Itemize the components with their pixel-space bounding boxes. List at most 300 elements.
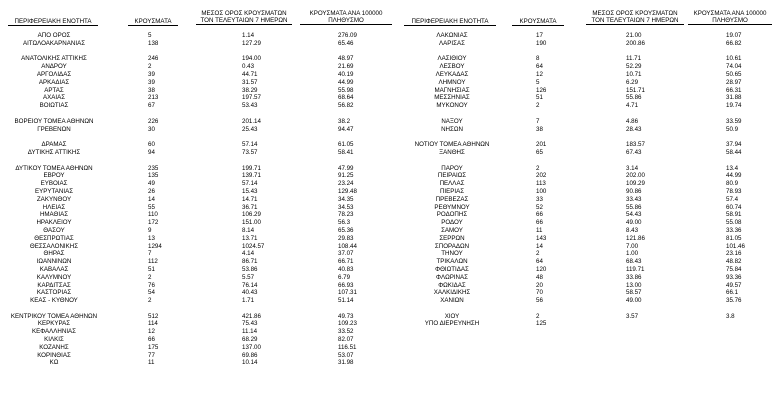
cases-cell: 60: [148, 141, 155, 149]
cases-cell: 39: [148, 78, 155, 86]
table-row: [398, 172, 775, 180]
cases-cell: 66: [536, 219, 543, 227]
cases-cell: 66: [536, 211, 543, 219]
avg-cell: 69.86: [242, 351, 258, 359]
cases-cell: 17: [536, 32, 543, 39]
region-cell: ΓΡΕΒΕΝΩΝ: [37, 125, 71, 133]
cases-cell: 175: [148, 343, 159, 351]
table-row: [0, 63, 400, 71]
region-cell: ΖΑΚΥΝΘΟΥ: [36, 195, 72, 203]
region-cell: ΠΕΙΡΑΙΩΣ: [437, 172, 467, 180]
avg-cell: 76.14: [242, 281, 258, 289]
cases-cell: 135: [148, 172, 159, 180]
per-cell: 55.98: [338, 86, 354, 94]
avg-cell: 33.86: [626, 273, 642, 281]
per-cell: 66.93: [338, 281, 354, 289]
per-cell: 49.57: [726, 281, 742, 289]
region-cell: ΦΩΚΙΔΑΣ: [438, 281, 466, 289]
avg-cell: 202.00: [626, 172, 645, 180]
per-cell: 65.46: [338, 39, 354, 47]
table-row: [398, 243, 775, 251]
cases-cell: 120: [536, 265, 547, 273]
avg-cell: 197.57: [242, 94, 261, 102]
table-row: [398, 297, 775, 305]
avg-cell: 52.29: [626, 63, 642, 71]
region-cell: ΣΑΜΟΥ: [441, 226, 463, 234]
header-region-left: ΠΕΡΙΦΕΡΕΙΑΚΗ ΕΝΟΤΗΤΑ: [8, 18, 98, 26]
avg-cell: 44.71: [242, 70, 258, 78]
table-row: [0, 266, 400, 274]
per-cell: 108.44: [338, 242, 357, 250]
per-cell: 19.07: [726, 32, 742, 39]
per-cell: 19.74: [726, 102, 742, 110]
region-cell: ΗΜΑΘΙΑΣ: [39, 211, 69, 219]
cases-cell: 2: [536, 164, 540, 172]
cases-cell: 190: [536, 39, 547, 47]
per-cell: 66.31: [726, 86, 742, 94]
per-cell: 40.19: [338, 70, 354, 78]
table-row: [0, 110, 400, 118]
region-cell: ΣΕΡΡΩΝ: [439, 234, 465, 242]
region-cell: ΑΙΤΩΛΟΑΚΑΡΝΑΝΙΑΣ: [22, 39, 86, 47]
region-cell: ΗΛΕΙΑΣ: [42, 203, 66, 211]
cases-cell: 143: [536, 234, 547, 242]
header-avg-line1: ΜΕΣΟΣ ΟΡΟΣ ΚΡΟΥΣΜΑΤΩΝ: [592, 10, 678, 17]
cases-cell: 30: [148, 125, 155, 133]
per-cell: 56.3: [338, 219, 351, 227]
table-row: [0, 133, 400, 141]
per-cell: 78.93: [726, 187, 742, 195]
region-cell: ΧΙΟΥ: [444, 312, 460, 320]
region-cell: ΤΗΝΟΥ: [441, 250, 463, 258]
region-cell: ΑΡΓΟΛΙΔΑΣ: [36, 70, 72, 78]
table-row: [0, 320, 400, 328]
cases-cell: 65: [536, 148, 543, 156]
avg-cell: 15.43: [242, 187, 258, 195]
region-cell: ΦΘΙΩΤΙΔΑΣ: [435, 265, 469, 273]
cases-cell: 2: [148, 297, 152, 305]
per-cell: 44.99: [338, 78, 354, 86]
region-cell: ΛΕΥΚΑΔΑΣ: [435, 70, 469, 78]
cases-cell: 113: [536, 180, 546, 188]
table-row: [398, 71, 775, 79]
header-per-right: [688, 10, 772, 25]
per-cell: 47.99: [338, 164, 354, 172]
per-cell: 35.76: [726, 297, 742, 305]
cases-cell: 64: [536, 258, 543, 266]
cases-cell: 38: [148, 86, 155, 94]
table-row: [0, 118, 400, 126]
per-cell: 116.51: [338, 343, 357, 351]
per-cell: 37.07: [338, 250, 354, 258]
table-row: [398, 219, 775, 227]
per-cell: 93.36: [726, 273, 742, 281]
cases-cell: 2: [536, 250, 540, 258]
avg-cell: 200.86: [626, 39, 645, 47]
region-cell: ΤΡΙΚΑΛΩΝ: [436, 258, 468, 266]
table-row: [398, 274, 775, 282]
cases-cell: 64: [536, 63, 543, 71]
table-row: [0, 282, 400, 290]
region-cell: ΑΠΟ ΟΡΟΣ: [37, 32, 71, 39]
per-cell: 31.98: [338, 359, 354, 367]
cases-cell: 33: [536, 195, 543, 203]
table-row: [398, 204, 775, 212]
table-row: [0, 126, 400, 134]
table-row: [398, 211, 775, 219]
table-row: [398, 165, 775, 173]
avg-cell: 49.00: [626, 219, 642, 227]
table-row: [398, 196, 775, 204]
per-cell: 50.9: [726, 125, 739, 133]
region-cell: ΕΥΡΥΤΑΝΙΑΣ: [34, 187, 74, 195]
avg-cell: 13.00: [626, 281, 642, 289]
avg-cell: 4.71: [626, 102, 639, 110]
region-cell: ΞΑΝΘΗΣ: [439, 148, 465, 156]
table-row: [0, 172, 400, 180]
region-cell: ΚΕΝΤΡΙΚΟΥ ΤΟΜΕΑ ΑΘΗΝΩΝ: [10, 312, 98, 320]
table-row: [0, 102, 400, 110]
table-row: [398, 180, 775, 188]
per-cell: 10.61: [726, 55, 742, 63]
avg-cell: 67.43: [626, 148, 642, 156]
region-cell: ΚΑΡΔΙΤΣΑΣ: [37, 281, 71, 289]
region-cell: ΛΑΚΩΝΙΑΣ: [436, 32, 468, 39]
avg-cell: 1.71: [242, 297, 255, 305]
region-cell: ΣΠΟΡΑΔΩΝ: [434, 242, 470, 250]
region-cell: ΡΕΘΥΜΝΟΥ: [434, 203, 470, 211]
per-cell: 34.53: [338, 203, 354, 211]
avg-cell: 90.86: [626, 187, 642, 195]
cases-cell: 1294: [148, 242, 162, 250]
cases-cell: 14: [148, 195, 155, 203]
cases-cell: 202: [536, 172, 547, 180]
region-cell: ΡΟΔΟΠΗΣ: [436, 211, 468, 219]
cases-cell: 112: [148, 258, 158, 266]
header-per-line1: ΚΡΟΥΣΜΑΤΑ ΑΝΑ 100000: [693, 10, 767, 17]
cases-cell: 39: [148, 70, 155, 78]
per-cell: 109.23: [338, 320, 357, 328]
table-row: [0, 196, 400, 204]
header-per-line2: ΠΛΗΘΥΣΜΟ: [300, 17, 392, 25]
table-row: [0, 274, 400, 282]
region-cell: ΕΥΒΟΙΑΣ: [40, 180, 68, 188]
table-row: [0, 40, 400, 48]
avg-cell: 36.71: [242, 203, 258, 211]
region-cell: ΑΝΑΤΟΛΙΚΗΣ ΑΤΤΙΚΗΣ: [21, 55, 87, 63]
per-cell: 107.31: [338, 289, 357, 297]
table-row: [0, 157, 400, 165]
region-cell: ΙΩΑΝΝΙΝΩΝ: [36, 258, 72, 266]
cases-cell: 48: [536, 273, 543, 281]
region-cell: ΝΟΤΙΟΥ ΤΟΜΕΑ ΑΘΗΝΩΝ: [414, 141, 490, 149]
avg-cell: 68.29: [242, 336, 258, 344]
table-row: [0, 141, 400, 149]
avg-cell: 127.29: [242, 39, 261, 47]
region-cell: ΔΥΤΙΚΟΥ ΤΟΜΕΑ ΑΘΗΝΩΝ: [15, 164, 93, 172]
avg-cell: 194.00: [242, 55, 261, 63]
per-cell: 74.04: [726, 63, 742, 71]
region-cell: ΥΠΟ ΔΙΕΡΕΥΝΗΣΗ: [424, 320, 480, 328]
per-cell: 75.84: [726, 265, 742, 273]
avg-cell: 75.43: [242, 320, 258, 328]
per-cell: 53.07: [338, 351, 354, 359]
cases-cell: 77: [148, 351, 155, 359]
per-cell: 276.09: [338, 32, 357, 39]
per-cell: 58.91: [726, 211, 742, 219]
table-row: [398, 141, 775, 149]
avg-cell: 10.71: [626, 70, 642, 78]
table-row: [398, 250, 775, 258]
per-cell: 61.05: [338, 141, 354, 149]
region-cell: ΠΡΕΒΕΖΑΣ: [435, 195, 469, 203]
per-cell: 66.82: [726, 39, 742, 47]
header-avg-line2: ΤΟΝ ΤΕΛΕΥΤΑΙΩΝ 7 ΗΜΕΡΩΝ: [196, 17, 292, 25]
avg-cell: 199.71: [242, 164, 261, 172]
region-cell: ΝΑΞΟΥ: [441, 117, 463, 125]
region-cell: ΑΡΤΑΣ: [44, 86, 64, 94]
cases-cell: 51: [148, 265, 155, 273]
region-cell: ΛΗΜΝΟΥ: [438, 78, 466, 86]
cases-cell: 172: [148, 219, 159, 227]
table-row: [0, 87, 400, 95]
avg-cell: 11.14: [242, 328, 258, 336]
cases-cell: 235: [148, 164, 159, 172]
table-row: [398, 40, 775, 48]
avg-cell: 151.00: [242, 219, 261, 227]
table-row: [398, 133, 775, 141]
cases-cell: 14: [536, 242, 543, 250]
table-row: [398, 149, 775, 157]
per-cell: 23.24: [338, 180, 354, 188]
table-row: [0, 55, 400, 63]
per-cell: 68.64: [338, 94, 354, 102]
region-cell: ΠΙΕΡΙΑΣ: [439, 187, 465, 195]
cases-cell: 100: [536, 187, 547, 195]
region-cell: ΚΕΦΑΛΛΗΝΙΑΣ: [31, 328, 76, 336]
cases-cell: 26: [148, 187, 155, 195]
cases-cell: 213: [148, 94, 159, 102]
region-cell: ΛΑΣΙΘΙΟΥ: [437, 55, 467, 63]
avg-cell: 53.86: [242, 265, 258, 273]
header-per-left: [300, 10, 392, 25]
per-cell: 28.97: [726, 78, 742, 86]
table-row: [0, 313, 400, 321]
cases-cell: 70: [536, 289, 543, 297]
region-cell: ΚΙΛΚΙΣ: [44, 336, 64, 344]
avg-cell: 119.71: [626, 265, 645, 273]
table-row: [0, 227, 400, 235]
avg-cell: 21.00: [626, 32, 642, 39]
region-cell: ΛΕΣΒΟΥ: [439, 63, 465, 71]
cases-cell: 2: [148, 63, 152, 71]
per-cell: 23.16: [726, 250, 742, 258]
cases-cell: 2: [148, 273, 152, 281]
per-cell: 94.47: [338, 125, 354, 133]
per-cell: 81.05: [726, 234, 742, 242]
avg-cell: 6.29: [626, 78, 639, 86]
cases-cell: 110: [148, 211, 158, 219]
per-cell: 60.74: [726, 203, 742, 211]
table-row: [0, 188, 400, 196]
cases-cell: 52: [536, 203, 543, 211]
table-row: [0, 344, 400, 352]
table-row: [0, 258, 400, 266]
avg-cell: 25.43: [242, 125, 258, 133]
avg-cell: 55.86: [626, 94, 642, 102]
cases-cell: 9: [148, 226, 152, 234]
per-cell: 58.41: [338, 148, 354, 156]
cases-cell: 56: [536, 297, 543, 305]
per-cell: 65.36: [338, 226, 354, 234]
region-cell: ΠΑΡΟΥ: [441, 164, 463, 172]
per-cell: 51.14: [338, 297, 354, 305]
avg-cell: 14.71: [242, 195, 258, 203]
avg-cell: 1.00: [626, 250, 639, 258]
avg-cell: 5.57: [242, 273, 255, 281]
cases-cell: 2: [536, 312, 540, 320]
avg-cell: 33.43: [626, 195, 642, 203]
cases-cell: 67: [148, 102, 155, 110]
cases-cell: 51: [536, 94, 543, 102]
avg-cell: 73.57: [242, 148, 258, 156]
cases-cell: 246: [148, 55, 159, 63]
table-row: [398, 320, 775, 328]
table-row: [398, 126, 775, 134]
table-row: [398, 94, 775, 102]
per-cell: 101.46: [726, 242, 745, 250]
table-row: [0, 48, 400, 56]
cases-cell: 138: [148, 39, 159, 47]
per-cell: 34.35: [338, 195, 354, 203]
region-cell: ΧΑΝΙΩΝ: [440, 297, 464, 305]
cases-cell: 2: [536, 102, 540, 110]
cases-cell: 38: [536, 125, 543, 133]
table-row: [398, 157, 775, 165]
per-cell: 13.4: [726, 164, 739, 172]
region-cell: ΚΑΣΤΟΡΙΑΣ: [36, 289, 72, 297]
region-cell: ΗΡΑΚΛΕΙΟΥ: [36, 219, 72, 227]
avg-cell: 0.43: [242, 63, 255, 71]
avg-cell: 68.43: [626, 258, 642, 266]
per-cell: 57.4: [726, 195, 739, 203]
table-row: [0, 219, 400, 227]
cases-cell: 5: [148, 32, 152, 39]
avg-cell: 58.57: [626, 289, 642, 297]
cases-cell: 20: [536, 281, 543, 289]
table-row: [0, 352, 400, 360]
region-cell: ΒΟΙΩΤΙΑΣ: [39, 102, 69, 110]
avg-cell: 1.14: [242, 32, 255, 39]
per-cell: 48.82: [726, 258, 742, 266]
avg-cell: 53.43: [242, 102, 258, 110]
per-cell: 50.65: [726, 70, 742, 78]
cases-cell: 226: [148, 117, 159, 125]
cases-cell: 201: [536, 141, 547, 149]
cases-cell: 7: [536, 117, 540, 125]
per-cell: 48.97: [338, 55, 354, 63]
table-row: [0, 305, 400, 313]
cases-cell: 12: [536, 70, 543, 78]
table-row: [398, 289, 775, 297]
table-row: [0, 79, 400, 87]
table-row: [0, 165, 400, 173]
per-cell: 6.79: [338, 273, 351, 281]
cases-cell: 7: [148, 250, 152, 258]
avg-cell: 151.71: [626, 86, 645, 94]
avg-cell: 106.29: [242, 211, 261, 219]
table-row: [0, 204, 400, 212]
cases-cell: 54: [148, 289, 155, 297]
cases-cell: 76: [148, 281, 155, 289]
region-cell: ΚΕΑΣ - ΚΥΘΝΟΥ: [30, 297, 78, 305]
per-cell: 3.8: [726, 312, 735, 320]
avg-cell: 31.57: [242, 78, 258, 86]
region-cell: ΘΕΣΠΡΩΤΙΑΣ: [34, 234, 74, 242]
cases-cell: 12: [148, 328, 155, 336]
region-cell: ΝΗΣΩΝ: [441, 125, 463, 133]
table-row: [398, 55, 775, 63]
table-row: [0, 289, 400, 297]
avg-cell: 421.86: [242, 312, 261, 320]
avg-cell: 10.14: [242, 359, 258, 367]
avg-cell: 121.86: [626, 234, 645, 242]
region-cell: ΕΒΡΟΥ: [43, 172, 65, 180]
table-row: [0, 94, 400, 102]
region-cell: ΘΑΣΟΥ: [43, 226, 65, 234]
cases-cell: 11: [148, 359, 155, 367]
region-cell: ΑΡΚΑΔΙΑΣ: [38, 78, 70, 86]
per-cell: 78.23: [338, 211, 354, 219]
region-cell: ΛΑΡΙΣΑΣ: [439, 39, 465, 47]
per-cell: 37.94: [726, 141, 742, 149]
avg-cell: 183.57: [626, 141, 645, 149]
region-cell: ΠΕΛΛΑΣ: [439, 180, 465, 188]
table-row: [0, 336, 400, 344]
header-region-right: ΠΕΡΙΦΕΡΕΙΑΚΗ ΕΝΟΤΗΤΑ: [404, 18, 496, 26]
per-cell: 33.59: [726, 117, 742, 125]
region-cell: ΘΕΣΣΑΛΟΝΙΚΗΣ: [29, 242, 79, 250]
table-row: [0, 32, 400, 40]
avg-cell: 201.14: [242, 117, 261, 125]
cases-cell: 125: [536, 320, 547, 328]
avg-cell: 8.14: [242, 226, 255, 234]
table-row: [0, 211, 400, 219]
table-row: [398, 48, 775, 56]
per-cell: 21.69: [338, 63, 354, 71]
region-cell: ΜΑΓΝΗΣΙΑΣ: [434, 86, 470, 94]
avg-cell: 7.00: [626, 242, 639, 250]
avg-cell: 4.14: [242, 250, 255, 258]
cases-cell: 13: [148, 234, 155, 242]
per-cell: 129.48: [338, 187, 357, 195]
cases-cell: 126: [536, 86, 547, 94]
table-row: [0, 235, 400, 243]
per-cell: 55.08: [726, 219, 742, 227]
per-cell: 33.36: [726, 226, 742, 234]
per-cell: 49.73: [338, 312, 354, 320]
table-row: [398, 227, 775, 235]
region-cell: ΚΕΡΚΥΡΑΣ: [37, 320, 71, 328]
table-row: [398, 305, 775, 313]
table-row: [398, 313, 775, 321]
table-row: [398, 79, 775, 87]
table-row: [398, 32, 775, 40]
region-cell: ΦΛΩΡΙΝΑΣ: [436, 273, 468, 281]
avg-cell: 57.14: [242, 180, 258, 188]
cases-cell: 11: [536, 226, 543, 234]
table-row: [0, 250, 400, 258]
